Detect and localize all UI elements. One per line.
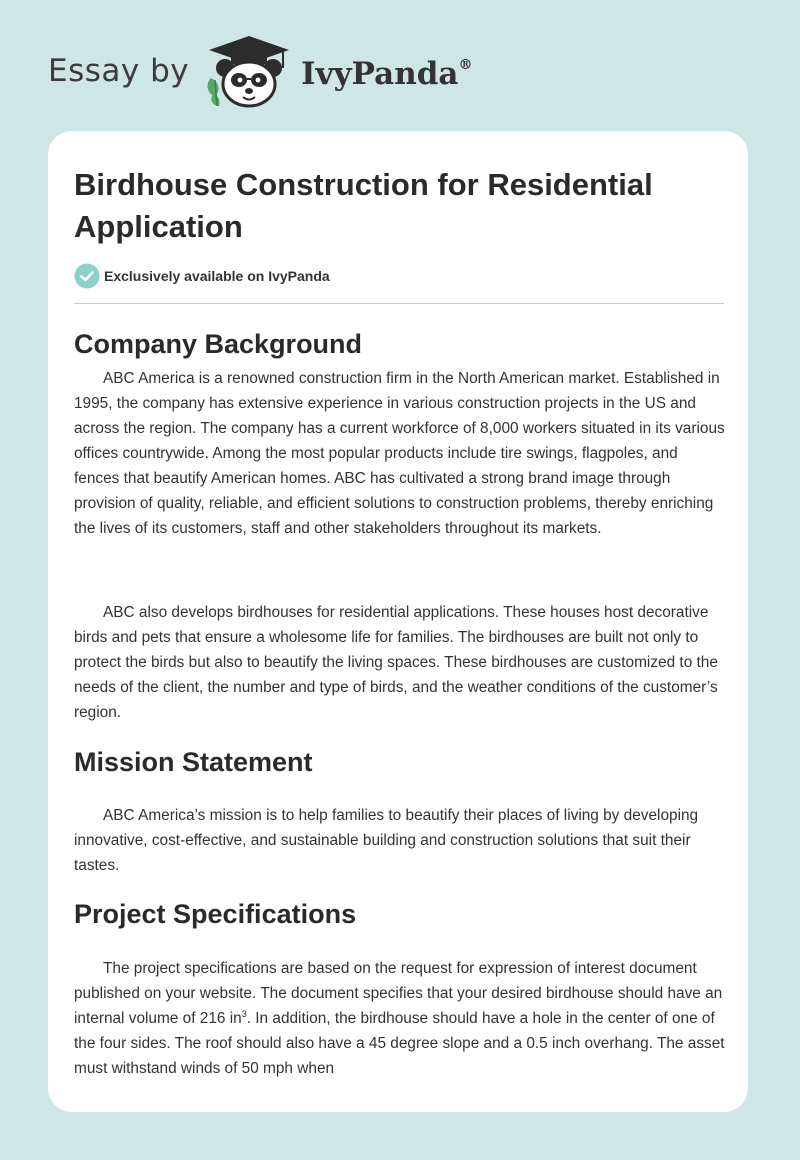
paragraph: The project specifications are based on the request for expression of interest document published on your website. The document specifies that your desired birdhouse should have an internal volume of 216 $in^3$. In addition, the birdhouse should have a hole in the center of one of the four sides. The roof should also have a 45 degree slope and a 0.5 inch overhang. The asset must withstand winds of 50 mph when	[74, 960, 725, 1077]
paragraph: ABC America is a renowned construction firm in the North American market. Established in 1995, the company has extensive experience in various construction projects in the US and across the region. The company has a current workforce of 8,000 workers situated in its various offices countrywide. Among the most popular products include tire swings, flagpoles, and fences that beautify American homes. ABC has cultivated a strong brand image through provision of quality, reliable, and efficient solutions to construction problems, thereby enriching the lives of its customers, staff and other stakeholders throughout its markets.	[74, 370, 725, 537]
exclusive-label: Exclusively available on IvyPanda	[104, 268, 330, 284]
ivypanda-logo-icon[interactable]	[203, 34, 295, 108]
check-circle-icon	[74, 263, 100, 289]
registered-mark: ®	[458, 56, 473, 73]
essay-card	[48, 131, 748, 1112]
section-heading: Company Background	[74, 329, 363, 359]
section-heading: Mission Statement	[74, 747, 313, 777]
section-heading: Project Specifications	[74, 899, 357, 929]
brand-name[interactable]: IvyPanda®	[301, 56, 473, 92]
essay-by-label: Essay by	[48, 53, 190, 89]
paragraph: ABC America’s mission is to help families to beautify their places of living by developing innovative, cost-effective, and sustainable building and construction solutions that suit their tastes.	[74, 807, 699, 874]
site-header	[48, 34, 473, 108]
exclusive-badge	[74, 263, 330, 289]
paragraph: ABC also develops birdhouses for residential applications. These houses host decorative birds and pets that ensure a wholesome life for families. The birdhouses are built not only to protect the birds but also to beautify the living spaces. These birdhouses are customized to the needs of the client, the number and type of birds, and the weather conditions of the customer’s region.	[74, 604, 718, 721]
superscript: 3	[241, 1008, 247, 1019]
page-title: Birdhouse Construction for Residential Application	[74, 167, 653, 244]
divider	[74, 303, 724, 304]
